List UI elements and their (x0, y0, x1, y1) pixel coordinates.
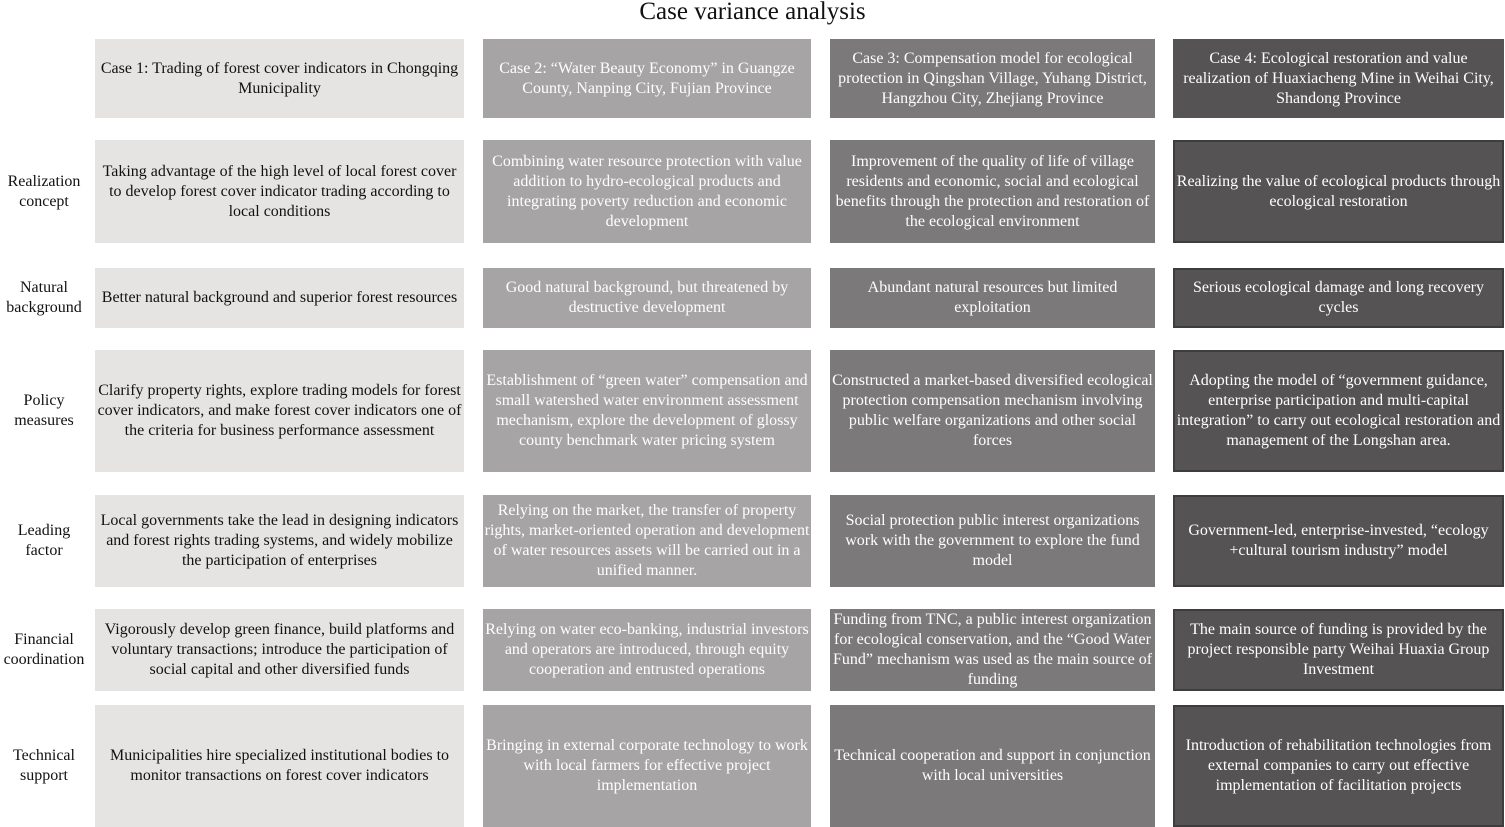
case-1-header: Case 1: Trading of forest cover indicators in Chongqing Municipality (95, 39, 464, 118)
cell-realization-case-1: Taking advantage of the high level of local forest cover to develop forest cover indicator trading according to local conditions (95, 140, 464, 243)
cell-financial-case-4: The main source of funding is provided by the project responsible party Weihai Huaxia Group Investment (1173, 609, 1504, 691)
case-3-header: Case 3: Compensation model for ecological protection in Qingshan Village, Yuhang District, Hangzhou City, Zhejiang Province (830, 39, 1155, 118)
cell-technical-case-2: Bringing in external corporate technology to work with local farmers for effective project implementation (483, 705, 811, 827)
cell-financial-case-3: Funding from TNC, a public interest organization for ecological conservation, and the “Good Water Fund” mechanism was used as the main source of funding (830, 609, 1155, 691)
cell-realization-case-2: Combining water resource protection with value addition to hydro-ecological products and integrating poverty reduction and economic development (483, 140, 811, 243)
row-label-realization-concept: Realization concept (7, 172, 81, 210)
cell-technical-case-1: Municipalities hire specialized institutional bodies to monitor transactions on forest cover indicators (95, 705, 464, 827)
row-label-technical-support: Technical support (13, 747, 75, 784)
cell-realization-case-4: Realizing the value of ecological products through ecological restoration (1173, 140, 1504, 243)
case-2-header: Case 2: “Water Beauty Economy” in Guangze County, Nanping City, Fujian Province (483, 39, 811, 118)
cell-natural-case-1: Better natural background and superior forest resources (95, 268, 464, 328)
diagram-title: Case variance analysis (639, 0, 866, 25)
row-label-leading-factor: Leading factor (17, 522, 71, 559)
cell-leading-case-3: Social protection public interest organizations work with the government to explore the fund model (830, 495, 1155, 587)
cell-leading-case-4: Government-led, enterprise-invested, “ecology +cultural tourism industry” model (1173, 495, 1504, 587)
cell-policy-case-2: Establishment of “green water” compensation and small watershed water environment assessment mechanism, explore the development of glossy county benchmark water pricing system (483, 350, 811, 472)
row-label-natural-background: Natural background (6, 279, 82, 316)
case-4-header: Case 4: Ecological restoration and value realization of Huaxiacheng Mine in Weihai City, Shandong Province (1173, 39, 1504, 118)
cell-realization-case-3: Improvement of the quality of life of village residents and economic, social and ecological benefits through the protection and restoration of the ecological environment (830, 140, 1155, 243)
cell-policy-case-3: Constructed a market-based diversified ecological protection compensation mechanism involving public welfare organizations and other social forces (830, 350, 1155, 472)
cell-technical-case-3: Technical cooperation and support in conjunction with local universities (830, 705, 1155, 827)
cell-policy-case-4: Adopting the model of “government guidance, enterprise participation and multi-capital integration” to carry out ecological restoration and management of the Longshan area. (1173, 350, 1504, 472)
cell-technical-case-4: Introduction of rehabilitation technologies from external companies to carry out effective implementation of facilitation projects (1173, 705, 1504, 827)
row-label-financial-coordination: Financial coordination (3, 631, 85, 668)
cell-leading-case-2: Relying on the market, the transfer of property rights, market-oriented operation and development of water resources assets will be carried out in a unified manner. (483, 495, 811, 587)
row-label-policy-measures: Policy measures (14, 392, 74, 429)
cell-natural-case-4: Serious ecological damage and long recovery cycles (1173, 268, 1504, 328)
cell-natural-case-2: Good natural background, but threatened by destructive development (483, 268, 811, 328)
cell-leading-case-1: Local governments take the lead in designing indicators and forest rights trading systems, and widely mobilize the participation of enterprises (95, 495, 464, 587)
cell-financial-case-1: Vigorously develop green finance, build platforms and voluntary transactions; introduce the participation of social capital and other diversified funds (95, 609, 464, 691)
cell-natural-case-3: Abundant natural resources but limited exploitation (830, 268, 1155, 328)
cell-policy-case-1: Clarify property rights, explore trading models for forest cover indicators, and make forest cover indicators one of the criteria for business performance assessment (95, 350, 464, 472)
cell-financial-case-2: Relying on water eco-banking, industrial investors and operators are introduced, through equity cooperation and entrusted operations (483, 609, 811, 691)
